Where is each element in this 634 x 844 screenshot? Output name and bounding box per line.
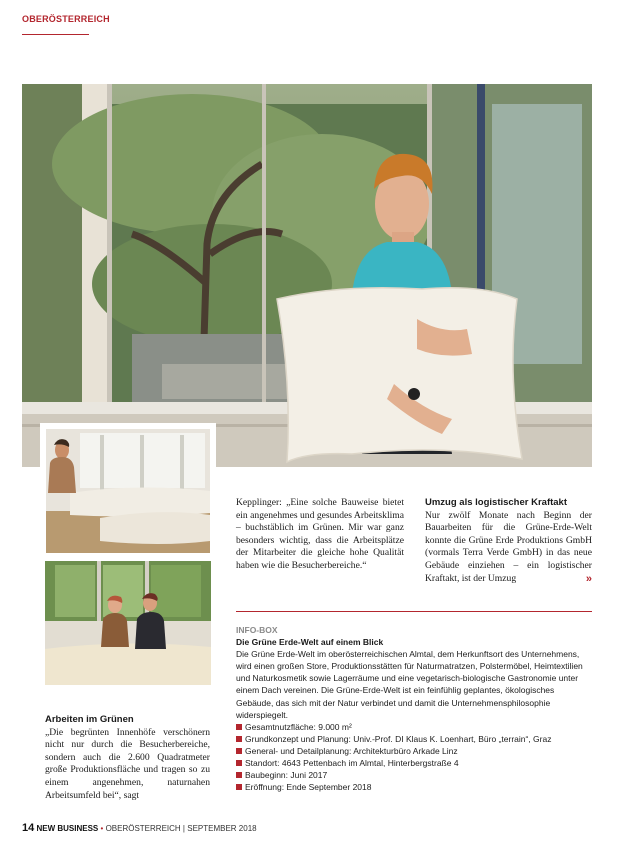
continue-arrow-icon: » <box>585 572 592 585</box>
article-paragraph: „Die begrünten Innenhöfe verschönern nicht nur durch die Besucherbereiche, sondern auch die 2.600 Quadratmeter große Produktionsfläche und tragen so zu einem angenehmen, naturnahen Arbeitsumfeld bei“, sagt <box>45 726 210 801</box>
footer-separator: • <box>100 824 104 833</box>
list-item: General- und Detailplanung: Architekturbüro Arkade Linz <box>236 745 592 757</box>
page-footer <box>22 822 257 834</box>
infobox-label: INFO-BOX <box>236 625 278 635</box>
bullet-square-icon <box>236 760 242 766</box>
section-divider <box>22 34 89 35</box>
hero-photo <box>22 84 592 467</box>
bullet-square-icon <box>236 724 242 730</box>
section-label: OBERÖSTERREICH <box>22 14 110 24</box>
footer-section: OBERÖSTERREICH <box>105 824 181 833</box>
list-item: Grundkonzept und Planung: Univ.-Prof. DI Klaus K. Loenhart, Büro „terrain“, Graz <box>236 733 592 745</box>
infobox-title: Die Grüne Erde-Welt auf einem Blick <box>236 637 384 648</box>
photo-two-workers <box>45 561 211 685</box>
subheading-umzug: Umzug als logistischer Kraftakt <box>425 497 568 508</box>
article-column-middle <box>236 497 404 573</box>
list-item: Standort: 4643 Pettenbach im Almtal, Hinterbergstraße 4 <box>236 757 592 769</box>
photo-mattress-worker <box>40 423 216 556</box>
article-column-right <box>425 497 592 585</box>
article-paragraph <box>425 510 592 586</box>
issue-date: SEPTEMBER 2018 <box>187 824 257 833</box>
page-number: 14 <box>22 822 35 834</box>
subheading-arbeiten: Arbeiten im Grünen <box>45 714 134 725</box>
magazine-name: NEW BUSINESS <box>36 824 99 833</box>
facts-list <box>236 721 592 794</box>
infobox-body: Die Grüne Erde-Welt im oberösterreichischen Almtal, dem Herkunftsort des Unternehmens, wird einen großen Store, Produktionsstätten für Naturmatratzen, Polstermöbel, Heimtextilien und Naturkosmetik sowie Lagerräume und eine vegetarisch-biologische Gastronomie unter einem Dach vereinen. Die Grüne-Erde-Welt ist ein feinfühlig geplantes, ökologisches Gebäude, das sich mit der Natur verbindet und damit die Unternehmensphilosophie widerspiegelt. <box>236 649 583 720</box>
infobox-divider <box>236 611 592 612</box>
list-item: Baubeginn: Juni 2017 <box>236 769 592 781</box>
article-paragraph: Kepplinger: „Eine solche Bauweise bietet ein angenehmes und gesundes Arbeitsklima – buchstäblich im Grünen. Mir war ganz besonders wichtig, dass die Arbeitsplätze der Mitarbeiter die gleiche hohe Qualität haben wie die Besucherbereiche.“ <box>236 497 404 571</box>
bullet-square-icon <box>236 784 242 790</box>
bullet-square-icon <box>236 772 242 778</box>
list-item: Eröffnung: Ende September 2018 <box>236 781 592 793</box>
article-column-left <box>45 714 210 802</box>
bullet-square-icon <box>236 748 242 754</box>
list-item: Gesamtnutzfläche: 9.000 m² <box>236 721 592 733</box>
infobox <box>236 624 592 793</box>
article-text: Nur zwölf Monate nach Beginn der Bauarbeiten für die Grüne-Erde-Welt konnte die Grüne Erde Produktions GmbH (vormals Terra Verde GmbH) in das neue Gebäude einziehen – ein logistischer Kraftakt, ist der Umzug <box>425 509 592 584</box>
bullet-square-icon <box>236 736 242 742</box>
footer-divider: | <box>182 824 185 833</box>
